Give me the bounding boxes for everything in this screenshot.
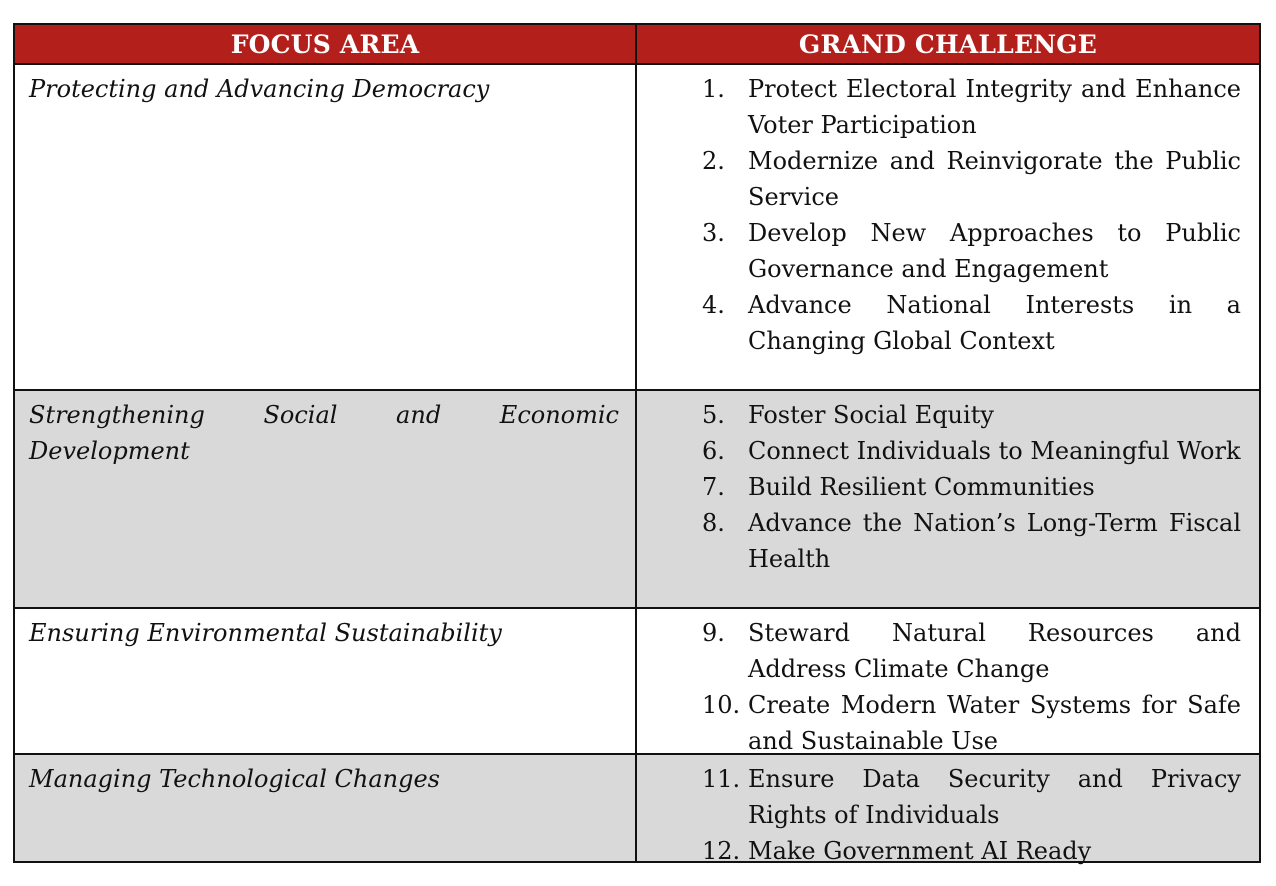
item-number: 6. [702, 437, 725, 465]
focus-area-cell [15, 65, 637, 389]
list-item [637, 761, 1241, 833]
focus-area-text: Ensuring Environmental Sustainability [29, 619, 502, 647]
table-header [15, 25, 1259, 63]
item-text: Create Modern Water Systems for Safe and Sustainable Use [748, 691, 1241, 755]
item-text: Build Resilient Communities [748, 473, 1095, 501]
focus-area-cell [15, 391, 637, 607]
challenges-cell [637, 609, 1259, 753]
list-item [637, 469, 1241, 505]
item-number: 1. [702, 75, 725, 103]
challenges-cell [637, 755, 1259, 865]
table-row [15, 389, 1259, 607]
focus-area-cell [15, 755, 637, 861]
item-text: Make Government AI Ready [748, 837, 1092, 865]
table-row [15, 63, 1259, 389]
list-item [637, 397, 1241, 433]
list-item [637, 833, 1241, 869]
list-item [637, 687, 1241, 759]
item-text: Steward Natural Resources and Address Climate Change [748, 619, 1241, 683]
item-text: Modernize and Reinvigorate the Public Service [748, 147, 1241, 211]
item-text: Advance National Interests in a Changing Global Context [748, 291, 1241, 355]
item-number: 12. [702, 837, 741, 865]
item-text: Connect Individuals to Meaningful Work [748, 437, 1241, 465]
focus-area-text: Protecting and Advancing Democracy [29, 75, 490, 103]
focus-area-text: Managing Technological Changes [29, 765, 440, 793]
item-number: 4. [702, 291, 725, 319]
item-text: Advance the Nation’s Long-Term Fiscal Health [748, 509, 1241, 573]
focus-area-text: Strengthening Social and Economic Development [29, 401, 619, 465]
item-number: 11. [702, 765, 741, 793]
list-item [637, 71, 1241, 143]
list-item [637, 287, 1241, 359]
item-number: 7. [702, 473, 725, 501]
challenges-cell [637, 391, 1259, 607]
item-number: 9. [702, 619, 725, 647]
item-number: 3. [702, 219, 725, 247]
item-text: Develop New Approaches to Public Governance and Engagement [748, 219, 1241, 283]
header-focus-area: FOCUS AREA [15, 25, 637, 63]
item-text: Foster Social Equity [748, 401, 994, 429]
item-text: Protect Electoral Integrity and Enhance Voter Participation [748, 75, 1241, 139]
header-grand-challenge: GRAND CHALLENGE [798, 29, 1098, 59]
item-number: 2. [702, 147, 725, 175]
item-number: 5. [702, 401, 725, 429]
list-item [637, 505, 1241, 577]
focus-area-table [13, 23, 1261, 863]
item-number: 8. [702, 509, 725, 537]
table-row [15, 607, 1259, 753]
item-number: 10. [702, 691, 741, 719]
item-text: Ensure Data Security and Privacy Rights of Individuals [748, 765, 1241, 829]
list-item [637, 615, 1241, 687]
challenges-cell [637, 65, 1259, 389]
list-item [637, 433, 1241, 469]
list-item [637, 143, 1241, 215]
list-item [637, 215, 1241, 287]
table-row [15, 753, 1259, 865]
focus-area-cell [15, 609, 637, 753]
